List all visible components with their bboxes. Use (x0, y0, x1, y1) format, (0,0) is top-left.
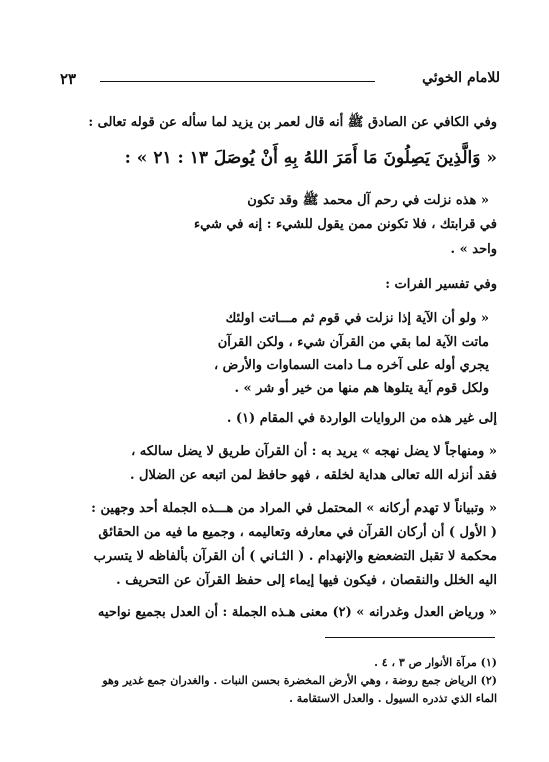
quote-line: واحد » . (450, 242, 497, 257)
quote-line: ماتت الآية لما بقي من القرآن شيء ، ولكن القرآن (217, 335, 489, 350)
running-title: للامام الخوئي (422, 70, 500, 86)
body-line: اليه الخلل والنقصان ، فيكون فيها إيماء إلى حفظ القرآن عن التحريف . (116, 573, 497, 588)
quote-line: « هذه نزلت في رحم آل محمد ﷺ وقد تكون (247, 193, 489, 208)
body-line: ( الأول ) أن أركان القرآن في معارفه وتعاليمه ، وجميع ما فيه من الحقائق (98, 525, 497, 540)
quote-line: في قرابتك ، فلا تكونن ممن يقول للشيء : إنه في شيء (194, 217, 497, 232)
quran-verse: « وَالَّذِينَ يَصِلُونَ مَا أَمَرَ اللهُ بِهِ أَنْ يُوصَلَ ١٣ : ٢١ » : (124, 148, 497, 168)
footnote: (١) مرآة الأنوار ص ٣ ، ٤ . (374, 656, 497, 669)
quote-line: « ولو أن الآية إذا نزلت في قوم ثم مـــاتت اولئك (225, 311, 489, 326)
footnote: (٢) الرياض جمع روضة ، وهي الأرض المخضرة بحسن النبات . والغدران جمع غدير وهو (102, 674, 497, 687)
body-line: وفي الكافي عن الصادق ﷺ أنه قال لعمر بن يزيد لما سأله عن قوله تعالى : (88, 115, 497, 130)
body-line: فقد أنزله الله تعالى هداية لخلقه ، فهو حافظ لمن اتبعه عن الضلال . (129, 468, 497, 483)
body-line: محكمة لا تقبل التضعضع والإنهدام . ( الثـاني ) أن القرآن بألفاظه لا يتسرب (93, 549, 497, 564)
body-line: « ومنهاجاً لا يضل نهجه » يريد به : أن القرآن طريق لا يضل سالكه ، (131, 444, 497, 459)
header-rule (100, 81, 375, 82)
page-number: ٢٣ (60, 70, 77, 88)
quote-line: يجري أوله على آخره مـا دامت السماوات والأرض ، (213, 358, 489, 373)
body-line: « وتبياناً لا تهدم أركانه » المحتمل في المراد من هـــذه الجملة أحد وجهين : (91, 501, 497, 516)
body-line: « ورياض العدل وغدرانه » (٢) معنى هـذه الجملة : أن العدل بجميع نواحيه (97, 605, 497, 620)
quote-line: ولكل قوم آية يتلوها هم منها من خير أو شر » . (234, 381, 489, 396)
body-line: إلى غير هذه من الروايات الواردة في المقام (١) . (226, 411, 497, 426)
body-line: وفي تفسير الفرات : (385, 277, 497, 292)
footnote-rule (325, 637, 495, 638)
footnote: الماء الذي تذدره السيول . والعدل الاستقامة . (289, 692, 497, 705)
running-header (60, 70, 500, 96)
